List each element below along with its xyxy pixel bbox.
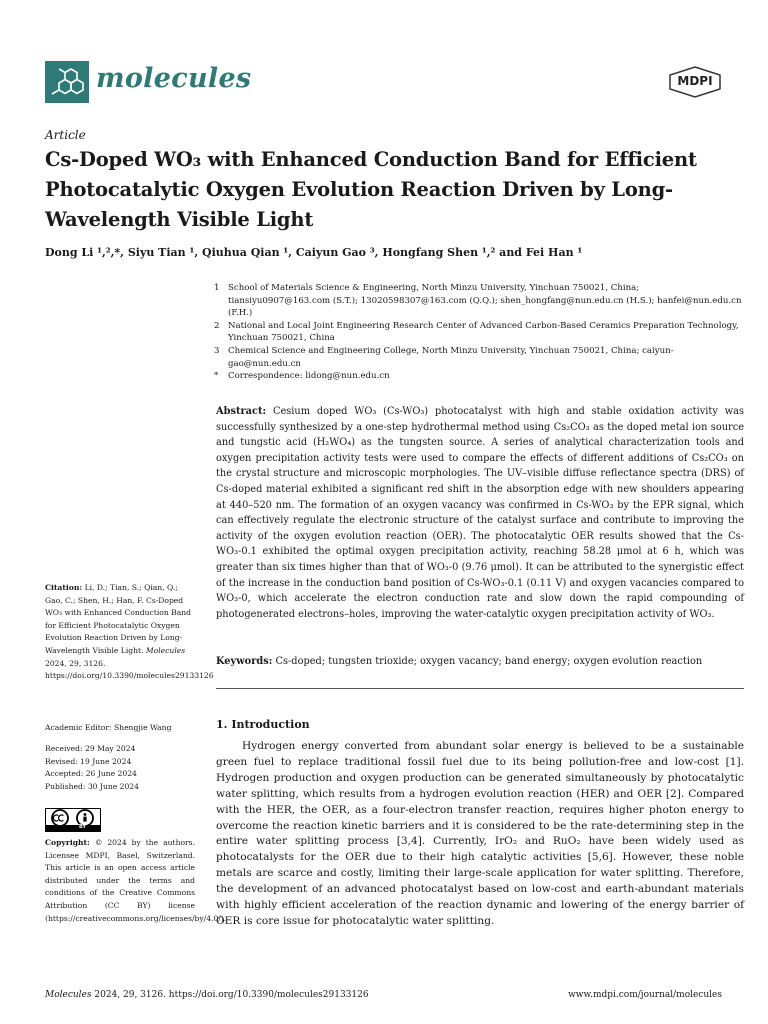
affiliation-text: Chemical Science and Engineering College, North Minzu University, Yinchuan 750021, China; caiyun-gao@nun.edu.cn [228,345,674,369]
article-title: Cs-Doped WO₃ with Enhanced Conduction Band for Efficient Photocatalytic Oxygen Evolution Reaction Driven by Long-Wavelength Visible Light [45,148,697,231]
author-list: Dong Li ¹,²,*, Siyu Tian ¹, Qiuhua Qian ¹, Caiyun Gao ³, Hongfang Shen ¹,² and Fei Han ¹ [45,246,583,259]
citation-journal: Molecules [145,645,186,655]
affiliation-number: 1 [214,283,220,293]
academic-editor: Academic Editor: Shengjie Wang [45,723,172,732]
date-published: Published: 30 June 2024 [45,781,139,791]
affiliation-item [214,370,744,383]
footer-journal-url[interactable]: www.mdpi.com/journal/molecules [568,990,722,1000]
keywords [216,656,744,667]
affiliation-item [214,345,744,370]
footer-doi[interactable]: 2024, 29, 3126. https://doi.org/10.3390/molecules29133126 [91,990,369,1000]
affiliation-text: School of Materials Science & Engineering, North Minzu University, Yinchuan 750021, China; tiansiyu0907@163.com (S.T.); 13020598307@163.com (Q.Q.); shen_hongfang@nun.edu.cn (H.S.); hanfei@nun.edu.cn (F.H.) [228,283,742,319]
citation-label: Citation: [45,583,83,592]
keywords-text: Cs-doped; tungsten trioxide; oxygen vacancy; band energy; oxygen evolution reaction [275,656,703,667]
article-type: Article [45,128,86,142]
copyright-label: Copyright: [45,838,90,847]
copyright-text: © 2024 by the authors. Licensee MDPI, Basel, Switzerland. This article is an open access article distributed under the terms and conditions of the Creative Commons Attribution (CC BY) license (https://creativecommons.org/licenses/by/4.0/). [45,838,227,923]
copyright-notice [45,837,227,925]
mdpi-logo [668,66,722,98]
date-accepted: Accepted: 26 June 2024 [45,769,137,779]
affiliations [214,282,744,383]
affiliation-text: Correspondence: lidong@nun.edu.cn [228,371,390,382]
abstract [216,404,744,622]
journal-logo-icon [45,61,89,103]
affiliation-number: * [214,371,219,382]
cc-by-license-badge[interactable] [45,808,101,832]
date-revised: Revised: 19 June 2024 [45,756,132,766]
introduction-paragraph [216,739,744,930]
citation-block [45,582,214,683]
introduction-text: Hydrogen energy converted from abundant solar energy is believed to be a sustainable green fuel to replace traditional fossil fuel due to its being pollution-free and low-cost [1]. Hydrogen production and oxygen production can be generated simultaneously by photocatalytic water splitting, which results from a hydrogen evolution reaction (HER) and OER [2]. Compared with the HER, the OER, as a four-electron transfer reaction, requires higher photon energy to overcome the reaction kinetic barriers and it is considered to be the rate-determining step in the entire water splitting process [3,4]. Currently, IrO₂ and RuO₂ have been widely used as photocatalysts for the OER due to their high catalytic activities [5,6]. However, these noble metals are scarce and costly, limiting their large-scale application for water splitting. Therefore, the development of an advanced photocatalyst based on low-cost and earth-abundant materials with highly efficient acceleration of the reaction dynamic and lowering of the energy barrier of OER is core issue for photocatalytic water splitting. [216,740,744,927]
citation-text: Li, D.; Tian, S.; Qian, Q.; Gao, C.; Shen, H.; Han, F. Cs-Doped WO₃ with Enhanced Conduction Band for Efficient Photocatalytic Oxygen Evolution Reaction Driven by Long-Wavelength Visible Light. [45,583,192,655]
publisher-name: MDPI [677,74,713,88]
affiliation-text: National and Local Joint Engineering Research Center of Advanced Carbon-Based Ceramics Preparation Technology, Yinchuan 750021, China [228,320,739,344]
abstract-label: Abstract: [216,406,267,417]
affiliation-number: 3 [214,345,220,356]
section-heading: 1. Introduction [216,718,310,731]
affiliation-number: 2 [214,320,220,331]
section-divider [216,688,744,689]
affiliation-item [214,282,744,320]
affiliation-item [214,320,744,345]
date-received: Received: 29 May 2024 [45,744,136,753]
journal-name: molecules [96,63,252,94]
cc-by-text: BY [79,824,87,830]
footer-journal: Molecules [45,990,92,1000]
footer-citation [45,990,369,1000]
citation-doi[interactable]: 2024, 29, 3126. https://doi.org/10.3390/molecules29133126 [45,658,214,681]
publication-dates [45,743,195,793]
keywords-label: Keywords: [216,656,273,667]
abstract-text: Cesium doped WO₃ (Cs-WO₃) photocatalyst with high and stable oxidation activity was successfully synthesized by a one-step hydrothermal method using Cs₂CO₃ as the doped metal ion source and tungstic acid (H₂WO₄) as the tungsten source. A series of analytical characterization tools and oxygen precipitation activity tests were used to compare the effects of different additions of Cs₂CO₃ on the crystal structure and microscopic morphologies. The UV–visible diffuse reflectance spectra (DRS) of Cs-doped material exhibited a significant red shift in the absorption edge with new shoulders appearing at 440–520 nm. The formation of an oxygen vacancy was confirmed in Cs-WO₃ by the EPR signal, which can effectively regulate the electronic structure of the catalyst surface and contribute to improving the activity of the oxygen evolution reaction (OER). The photocatalytic OER results showed that the Cs-WO₃-0.1 exhibited the optimal oxygen precipitation activity, reaching 58.28 μmol at 6 h, which was greater than six times higher than that of WO₃-0 (9.76 μmol). It can be attributed to the synergistic effect of the increase in the conduction band position of Cs-WO₃-0.1 (0.11 V) and oxygen vacancies compared to WO₃-0, which accelerate the electron conduction rate and slow down the rapid compounding of photogenerated electrons–holes, improving the water-catalytic oxygen precipitation activity of WO₃. [216,406,744,620]
